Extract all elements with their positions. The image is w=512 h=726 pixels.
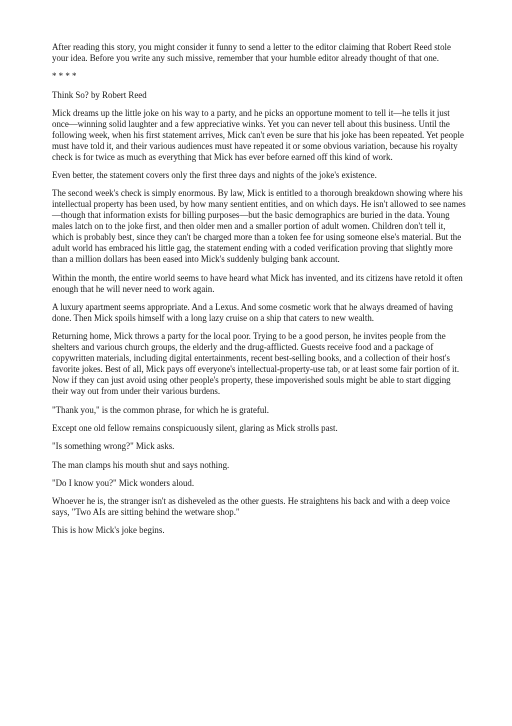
body-paragraph: Except one old fellow remains conspicuously silent, glaring as Mick strolls past. bbox=[52, 422, 338, 433]
body-paragraph: "Do I know you?" Mick wonders aloud. bbox=[52, 477, 195, 488]
intro-paragraph: After reading this story, you might consider it funny to send a letter to the editor claiming that Robert Reed stole your idea. Before you write any such missive, remember that your humble editor already thought of that one. bbox=[52, 42, 451, 63]
story-title: Think So? by Robert Reed bbox=[52, 89, 147, 100]
body-paragraph: Returning home, Mick throws a party for the local poor. Trying to be a good person, he invites people from the shelters and various church groups, the elderly and the drug-afflicted. Guests receive food and a package of copywritten materials, including digital entertainments, recent best-selling books, and a collection of their host's favorite jokes. Best of all, Mick pays off everyone's intellectual-property-use tab, or at least some fair portion of it. Now if they can just avoid using other people's property, these impoverished souls might be able to start digging their way out from under their various burdens. bbox=[52, 331, 460, 397]
body-paragraph: Whoever he is, the stranger isn't as disheveled as the other guests. He straightens his back and with a deep voice says, "Two AIs are sitting behind the wetware shop." bbox=[52, 496, 450, 518]
body-paragraph: "Is something wrong?" Mick asks. bbox=[52, 441, 175, 452]
body-paragraph: "Thank you," is the common phrase, for which he is grateful. bbox=[52, 404, 269, 415]
section-break: * * * * bbox=[52, 71, 77, 82]
body-paragraph: This is how Mick's joke begins. bbox=[52, 525, 165, 536]
body-paragraph: A luxury apartment seems appropriate. And a Lexus. And some cosmetic work that he always dreamed of having done. Then Mick spoils himself with a long lazy cruise on a ship that caters to new wealth. bbox=[52, 302, 453, 324]
body-paragraph: The second week's check is simply enormous. By law, Mick is entitled to a thorough breakdown showing where his intellectual property has been used, by how many sentient entities, and on which days. He isn't allowed to see names—though that information exists for billing purposes—but the basic demographics are buried in the data. Young males latch on to the joke first, and then older men and a smaller portion of adult women. Children don't tell it, which is probably best, since they can't be charged more than a token fee for using someone else's material. But the adult world has embraced his little gag, the statement ending with a coded verification proving that slightly more than a million dollars has been eased into Mick's suddenly bulging bank account. bbox=[52, 188, 466, 265]
body-paragraph: The man clamps his mouth shut and says nothing. bbox=[52, 459, 230, 470]
document-page bbox=[52, 42, 466, 544]
body-paragraph: Within the month, the entire world seems to have heard what Mick has invented, and its citizens have retold it often enough that he will never need to work again. bbox=[52, 272, 463, 294]
body-paragraph: Mick dreams up the little joke on his way to a party, and he picks an opportune moment to tell it—he tells it just once—winning solid laughter and a few appreciative winks. Yet you can never tell about this business. Until the following week, when his first statement arrives, Mick can't even be sure that his joke has been repeated. Yet people must have told it, and their various audiences must have repeated it or some obvious variation, because his royalty check is for twice as much as everything that Mick has ever before earned off this kind of work. bbox=[52, 107, 464, 162]
body-paragraph: Even better, the statement covers only the first three days and nights of the joke's existence. bbox=[52, 170, 377, 181]
